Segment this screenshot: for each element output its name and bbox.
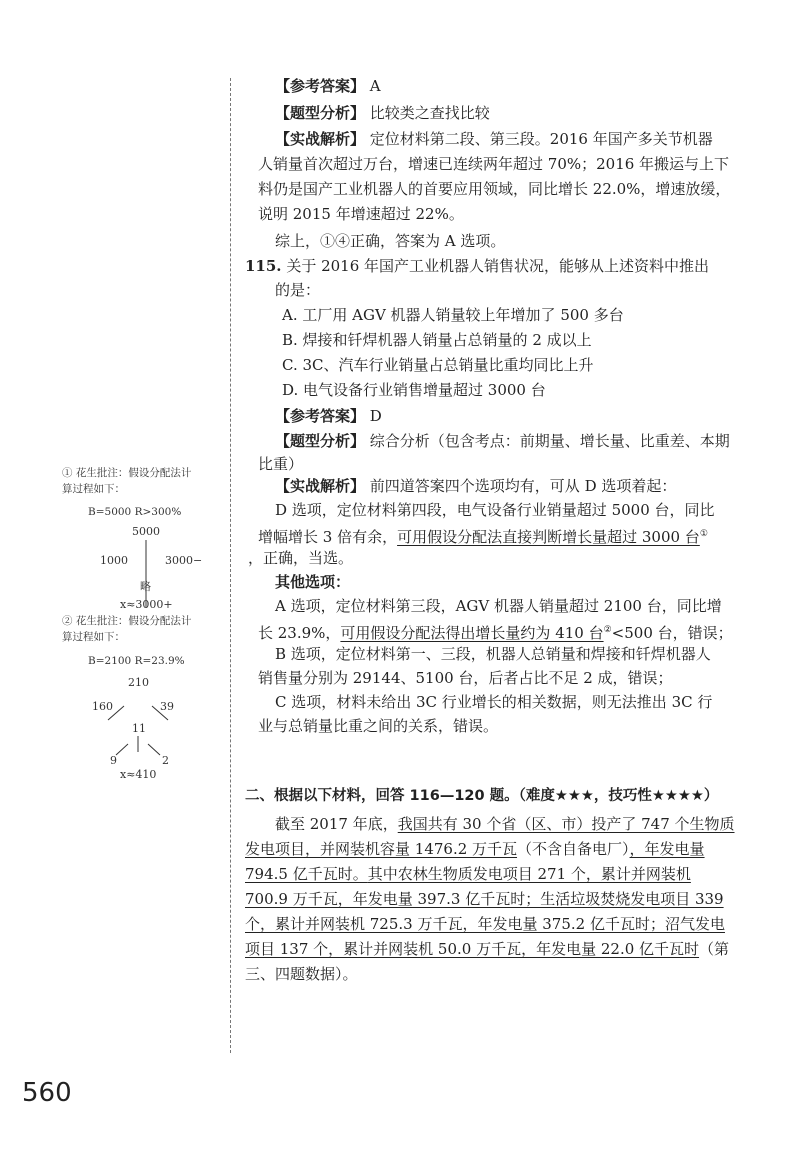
question-stem: 关于 2016 年国产工业机器人销售状况，能够从上述资料中推出: [286, 257, 710, 275]
underlined-text: ，年发电量: [629, 840, 705, 858]
option-b-analysis: 销售量分别为 29144、5100 台，后者占比不足 2 成，错误；: [258, 669, 673, 687]
q114-answer-row: [275, 74, 381, 98]
underlined-text: 其中农林生物质发电项目 271 个，累计并网装机: [367, 865, 691, 883]
q114-analysis-row: [275, 127, 713, 151]
material-line: [245, 937, 729, 961]
analysis-label: 【实战解析】: [275, 130, 366, 148]
tree-1-root: 5000: [132, 525, 160, 538]
analysis-text: 增幅增长 3 倍有余，: [258, 528, 398, 546]
tree-2-root: 210: [128, 676, 149, 689]
tree-2-mid: 11: [132, 722, 146, 735]
material-line: 三、四题数据）。: [245, 965, 358, 983]
answer-value: A: [369, 77, 381, 95]
margin-divider: [230, 78, 232, 1053]
tree-1-bottom: 略: [140, 580, 151, 593]
side-note-2: ② 花生批注：假设分配法计: [62, 615, 192, 627]
side-note-1: 算过程如下：: [62, 483, 125, 495]
material-text: （第: [699, 940, 730, 958]
option-d-analysis: D 选项，定位材料第四段，电气设备行业销量超过 5000 台，同比: [275, 501, 715, 519]
material-text: 截至 2017 年底，: [275, 815, 398, 833]
underlined-text: 发电项目，并网装机容量 1476.2 万千瓦: [245, 840, 518, 858]
type-label: 【题型分析】: [275, 104, 366, 122]
q115-type-row: [275, 429, 730, 453]
q115-answer-row: [275, 404, 382, 428]
underlined-text: 可用假设分配法直接判断增长量超过 3000 台: [397, 528, 700, 546]
side-note-2: 算过程如下：: [62, 631, 125, 643]
tree-2-right2: 2: [162, 754, 169, 767]
page-number: 560: [22, 1078, 72, 1108]
material-line: [245, 837, 705, 861]
analysis-text: 料仍是国产工业机器人的首要应用领域，同比增长 22.0%，增速放缓，: [258, 180, 731, 198]
tree-2-left: 160: [92, 700, 113, 713]
material-line: [245, 862, 691, 886]
tree-1-lines: [0, 0, 230, 800]
option-c-analysis: 业与总销量比重之间的关系，错误。: [258, 717, 499, 735]
option-d: D. 电气设备行业销售增量超过 3000 台: [282, 381, 546, 399]
type-label: 【题型分析】: [275, 432, 366, 450]
analysis-text: 前四道答案四个选项均有，可从 D 选项着起：: [369, 477, 677, 495]
type-value: 综合分析（包含考点：前期量、增长量、比重差、本期: [369, 432, 730, 450]
answer-value: D: [369, 407, 382, 425]
analysis-text: 定位材料第二段、第三段。2016 年国产多关节机器: [369, 130, 713, 148]
underlined-text: 794.5 亿千瓦时。: [245, 865, 368, 883]
option-c-analysis: C 选项，材料未给出 3C 行业增长的相关数据，则无法推出 3C 行: [275, 693, 713, 711]
side-note-2-params: B=2100 R=23.9%: [88, 655, 185, 667]
type-value: 比较类之查找比较: [369, 104, 490, 122]
tree-2-right: 39: [160, 700, 174, 713]
conclusion-text: 综上，①④正确，答案为 A 选项。: [275, 232, 506, 250]
material-line: [275, 812, 735, 836]
side-note-1-params: B=5000 R>300%: [88, 506, 182, 518]
question-number: 115.: [245, 257, 282, 275]
answer-label: 【参考答案】: [275, 407, 366, 425]
material-line: 700.9 万千瓦，年发电量 397.3 亿千瓦时；生活垃圾焚烧发电项目 339: [245, 890, 724, 908]
q114-type-row: [275, 101, 490, 125]
analysis-text: 人销量首次超过万台，增速已连续两年超过 70%；2016 年搬运与上下: [258, 155, 730, 173]
underlined-text: 可用假设分配法得出增长量约为 410 台: [340, 624, 604, 642]
option-b-analysis: B 选项，定位材料第一、三段，机器人总销量和焊接和钎焊机器人: [275, 645, 711, 663]
tree-2-result: x≈410: [120, 768, 157, 781]
q115-analysis-row: [275, 474, 676, 498]
option-d-analysis: [258, 522, 708, 549]
option-a: A. 工厂用 AGV 机器人销量较上年增加了 500 多台: [282, 306, 624, 324]
option-b: B. 焊接和钎焊机器人销量占总销量的 2 成以上: [282, 331, 592, 349]
other-options-label: 其他选项：: [275, 573, 351, 591]
analysis-text: <500 台，错误；: [611, 624, 733, 642]
side-note-1: ① 花生批注：假设分配法计: [62, 467, 192, 479]
tree-1-right: 3000−: [165, 554, 203, 567]
analysis-text: 长 23.9%，: [258, 624, 341, 642]
analysis-label: 【实战解析】: [275, 477, 366, 495]
footnote-mark: ②: [603, 625, 612, 635]
underlined-text: 项目 137 个，累计并网装机 50.0 万千瓦，年发电量 22.0 亿千瓦时: [245, 940, 700, 958]
option-c: C. 3C、汽车行业销量占总销量比重均同比上升: [282, 356, 594, 374]
type-value: 比重）: [258, 455, 304, 473]
option-a-analysis: A 选项，定位材料第三段，AGV 机器人销量超过 2100 台，同比增: [275, 597, 722, 615]
answer-label: 【参考答案】: [275, 77, 366, 95]
tree-1-left: 1000: [100, 554, 128, 567]
q115-stem: [245, 254, 709, 278]
tree-2-left2: 9: [110, 754, 117, 767]
analysis-text: ，正确，当选。: [248, 549, 354, 567]
option-a-analysis: [258, 618, 733, 645]
footnote-mark: ①: [699, 529, 708, 539]
tree-1-result: x≈3000+: [120, 598, 173, 611]
analysis-text: 说明 2015 年增速超过 22%。: [258, 205, 464, 223]
question-stem: 的是：: [275, 281, 321, 299]
material-line: 个，累计并网装机 725.3 万千瓦，年发电量 375.2 亿千瓦时；沼气发电: [245, 915, 725, 933]
material-text: （不含自备电厂）: [517, 840, 630, 858]
section-heading: 二、根据以下材料，回答 116—120 题。（难度★★★，技巧性★★★★）: [245, 788, 719, 804]
underlined-text: 我国共有 30 个省（区、市）投产了 747 个生物质: [397, 815, 735, 833]
